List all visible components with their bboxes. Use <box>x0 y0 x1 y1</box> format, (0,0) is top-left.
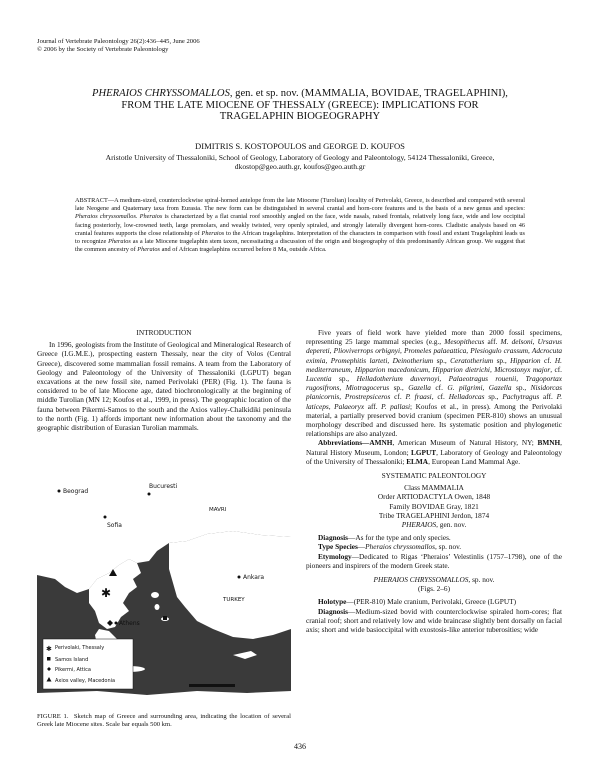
diagnosis-label: Diagnosis <box>318 533 349 543</box>
map-legend-label-perivolaki: Perivolaki, Thessaly <box>55 645 105 651</box>
taxon-order: Order ARTIODACTYLA Owen, 1848 <box>377 492 491 502</box>
map-marker-ankara <box>238 576 241 579</box>
paragraph-text: sp., <box>493 355 511 365</box>
taxon-name: P. fraasi <box>405 392 432 402</box>
type-species-name: Pheraios chryssomallos <box>365 542 436 552</box>
diagnosis-label: Diagnosis <box>318 606 349 616</box>
map-legend-label-samos: Samos Island <box>55 657 89 663</box>
left-column <box>37 328 291 432</box>
taxon-name: P. pallasi <box>381 401 410 411</box>
affiliation-address: Aristotle University of Thessaloniki, School of Geology, Laboratory of Geology and Paleontology, 54124 Thessaloniki, Greece, <box>105 153 495 162</box>
paragraph-text: sp., <box>511 383 531 393</box>
abbreviations-paragraph <box>306 438 562 466</box>
title-taxon: PHERAIOS CHRYSSOMALLOS <box>92 88 230 99</box>
taxon-name: Pachytragus <box>502 392 540 402</box>
taxon-genus <box>306 520 562 529</box>
paragraph-text: cf. <box>390 392 406 402</box>
etymology-paragraph <box>306 552 562 570</box>
map-marker-samos-square <box>163 616 167 620</box>
paragraph-text: cf. <box>430 383 448 393</box>
taxon-name: P. laticeps, Palaeoryx <box>306 392 563 411</box>
map-legend-square <box>47 657 51 661</box>
abstract-text: as a late Miocene tragelaphin stem taxon, necessitating a discussion of the origin and biogeography of this predominantly African group. We suggest that the common ancestry of <box>75 238 525 254</box>
diagnosis-line <box>306 533 562 542</box>
type-species-rest: , sp. nov. <box>435 542 462 552</box>
title-line3: TRAGELAPHIN BIOGEOGRAPHY <box>219 111 381 122</box>
abstract-text: and of African tragelaphins occurred before 8 Ma, outside Africa. <box>160 246 327 254</box>
paragraph-text: , European Land Mammal Age. <box>428 456 521 466</box>
map-legend-star: ✱ <box>46 645 52 653</box>
etymology-label: Etymology <box>318 551 352 561</box>
abstract-taxon: Pheraios chryssomallos <box>75 213 136 221</box>
taxon-name: Lucentia <box>306 374 332 384</box>
journal-copyright: © 2006 by the Society of Vertebrate Paleontology <box>37 46 169 53</box>
paragraph-text: cf. <box>540 355 555 365</box>
abbreviation: BMNH <box>537 438 561 448</box>
genus-name: PHERAIOS <box>401 520 437 530</box>
intro-heading: INTRODUCTION <box>136 328 192 337</box>
etymology-text: —Dedicated to Rigas ‘Pheraios’ Velestinlis (1757–1798), one of the pioneers and inspirers of the modern Greek state. <box>306 551 562 570</box>
map-label-beograd: Beograd <box>63 488 89 495</box>
map-label-ankara: Ankara <box>243 574 265 581</box>
paragraph-text: sp., <box>389 383 409 393</box>
paragraph-text: sp., <box>484 392 503 402</box>
paragraph-text: , cf. <box>550 364 562 374</box>
paragraph-text: aff. <box>484 337 501 347</box>
figures-reference: (Figs. 2–6) <box>417 584 451 594</box>
type-species-label: Type Species <box>318 542 358 552</box>
taxon-name: Gazella <box>408 383 431 393</box>
taxon-name: Hipparion <box>510 355 541 365</box>
right-column <box>306 328 562 634</box>
figure-1-caption <box>37 713 291 729</box>
abbreviation: ELMA <box>406 456 429 466</box>
paragraph-text: , Laboratory of Geology and Paleontology of the University of Thessaloniki; <box>306 447 562 466</box>
taxon-name: Helladorcas <box>448 392 485 402</box>
map-legend-label-pikermi: Pikermi, Attica <box>55 667 91 673</box>
type-species-line <box>306 542 562 551</box>
abstract-taxon: Pheraios <box>139 213 163 221</box>
species-heading <box>306 575 562 584</box>
taxon-name: Mesopithecus <box>444 337 485 347</box>
taxon-tribe: Tribe TRAGELAPHINI Jerdon, 1874 <box>378 510 490 520</box>
paragraph-text: sp., <box>433 355 451 365</box>
map-marker-perivolaki-star: ✱ <box>101 586 112 600</box>
species-rest: , sp. nov. <box>468 575 495 585</box>
affiliation <box>40 153 560 172</box>
taxon-name: H. mediterraneum, Hipparion macedonicum, Hipparion dietrichi, Microstonyx major <box>306 355 562 374</box>
map-label-athens: Athens <box>119 620 140 627</box>
map-marker-sofia <box>104 516 107 519</box>
fieldwork-paragraph <box>306 328 562 438</box>
genus-rest: , gen. nov. <box>436 520 467 530</box>
abbreviation: LGPUT <box>410 447 437 457</box>
caption-text: Sketch map of Greece and surrounding area, indicating the location of several Greek late Miocene sites. Scale bar equals 500 km. <box>37 713 291 728</box>
map-label-mavri: MAVRI <box>209 507 227 513</box>
taxon-family: Family BOVIDAE Gray, 1821 <box>389 501 479 511</box>
authors: DIMITRIS S. KOSTOPOULOS and GEORGE D. KOUFOS <box>195 141 405 151</box>
paragraph-text: aff. <box>539 392 557 402</box>
map-label-bucuresti: Bucuresti <box>149 483 178 490</box>
paragraph-text: aff. <box>364 401 382 411</box>
paragraph-text: , cf. <box>431 392 449 402</box>
map-land-turkey <box>169 531 291 639</box>
map-scale-bar <box>189 684 235 687</box>
taxon-name: Helladotherium duvernoyi, Palaeotragus rouenii, Tragoportax rugosifrons, Miotragocerus <box>306 374 562 393</box>
paragraph-text: ; Koufos et al., in press). Among the Perivolaki material, a partially preserved bovid cranium (specimen PER-810) shows an unusual morphology described and discussed here. Its systematic position and phylogenetic relationships are also analyzed. <box>306 401 562 439</box>
paragraph-text: , Natural History Museum, London; <box>306 438 562 457</box>
map-land-cyprus <box>233 651 257 659</box>
abstract-taxon: Pheraios <box>201 229 225 237</box>
journal-header <box>37 38 200 54</box>
title-line2: FROM THE LATE MIOCENE OF THESSALY (GREECE): IMPLICATIONS FOR <box>121 99 479 111</box>
affiliation-emails: dkostop@geo.auth.gr, koufos@geo.auth.gr <box>234 162 366 172</box>
taxon-name: M. delsoni, Ursavus depereti, Plioviverrops orbignyi, Promeles palaeattica, Plesiogulo crassum, Adcrocuta eximia, Promephitis larteti, Deinotherium <box>306 337 562 365</box>
holotype-label: Holotype <box>318 597 347 607</box>
map-label-turkey: TURKEY <box>223 597 245 603</box>
taxon-name: Ceratotherium <box>450 355 494 365</box>
abstract-text: is characterized by a flat cranial roof smoothly angled on the face, wide nasals, raised frontals, relatively long face, wide and low occipital facing posteriorly, low-crowned teeth, large premolars, and weakly twisted, very openly spiraled, and strongly laterally divergent horn-cores. Cladistic analysis based on 46 cranial features supports the close relationship of <box>75 213 526 237</box>
abstract-taxon: Pheraios <box>108 238 131 246</box>
map-land-africa <box>37 691 291 706</box>
map-marker-beograd <box>58 490 61 493</box>
systematic-heading: SYSTEMATIC PALEONTOLOGY <box>381 471 487 481</box>
intro-paragraph: In 1996, geologists from the Institute of Geological and Mineralogical Research of Greece (I.G.M.E.), prospecting eastern Thessaly, near the city of Volos (Central Greece), discovered some mammalian fossil remains. A team from the Laboratory of Geology and Paleontology of the University of Thessaloniki (LGPUT) began excavations at the new fossil site, named Perivolaki (PER) (Fig. 1). The fauna is considered to be of late Miocene age, dated biochronologically at the beginning of middle Turolian (MN 12; Koufos et al., 1999, in press). The geographic location of the fauna between Pikermi-Samos to the south and the Axios valley-Chalkidiki peninsula to the north (Fig. 1) affords important new information about the taxonomy and the geographic distribution of Eurasian Turolian mammals. <box>37 340 291 433</box>
article-title <box>40 88 560 123</box>
abstract-text: . <box>135 213 140 221</box>
journal-citation: Journal of Vertebrate Paleontology 26(2):436–445, June 2006 <box>37 38 200 45</box>
holotype-text: —(PER-810) Male cranium, Perivolaki, Greece (LGPUT) <box>346 597 516 607</box>
paragraph-text: sp., <box>331 374 357 384</box>
taxon-name: G. pilgrimi, Gazella <box>447 383 512 393</box>
title-line1-rest: , gen. et sp. nov. (MAMMALIA, BOVIDAE, TRAGELAPHINI), <box>229 88 508 99</box>
diagnosis-text: —Medium-sized bovid with counterclockwise spiraled horn-cores; flat cranial roof; short and relatively low and wide braincase slightly bent dorsally on facial axis; short and wide basioccipital with exostosis-like anterior tuberosities; wide <box>306 606 562 635</box>
abstract-taxon: Pheraios <box>137 246 160 254</box>
abstract-text: ABSTRACT—A medium-sized, counterclockwise spiral-horned antelope from the late Miocene (Turolian) locality of Perivolaki, Greece, is described and compared with several late Neogene and Quaternary taxa from Eurasia. The new form can be distinguished in several cranial and horn-core features and is the basis of a new genus and species: <box>75 197 525 213</box>
diagnosis-paragraph <box>306 607 562 635</box>
map-marker-bucuresti <box>148 493 151 496</box>
map-island-lesvos <box>151 592 159 598</box>
taxon-class: Class MAMMALIA <box>404 483 464 493</box>
abbreviations-label: Abbreviations—AMNH <box>318 438 393 448</box>
page-number: 436 <box>294 742 306 751</box>
holotype-paragraph <box>306 597 562 606</box>
map-marker-athens <box>115 622 118 625</box>
map-label-sofia: Sofia <box>107 522 122 529</box>
diagnosis-text: —As for the type and only species. <box>348 533 451 543</box>
paragraph-text: , American Museum of Natural History, NY; <box>392 438 538 448</box>
map-legend-label-axios: Axios valley, Macedonia <box>55 678 116 684</box>
species-name: PHERAIOS CHRYSSOMALLOS <box>373 575 469 585</box>
paragraph-text: Five years of field work have yielded more than 2000 fossil specimens, representing 25 large mammal species (e.g., <box>306 328 562 347</box>
taxon-name: Nisidorcas planicornis, Prostrepsiceros <box>306 383 562 402</box>
map-island-chios <box>155 604 160 610</box>
abstract-text: to the African tragelaphins. Interpretation of the characters in comparison with fossil and extant Tragelaphini leads us to recognize <box>75 229 525 246</box>
dash: — <box>357 542 366 552</box>
abstract <box>75 197 525 254</box>
caption-label: FIGURE 1. <box>37 713 69 720</box>
figure-1-map <box>37 479 291 706</box>
